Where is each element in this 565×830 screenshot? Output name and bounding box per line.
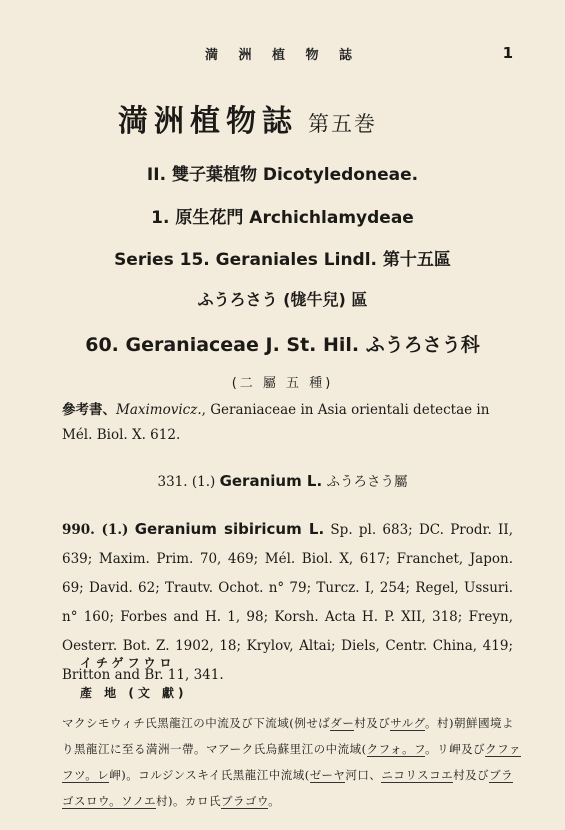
running-head: 満 洲 植 物 誌	[204, 48, 361, 63]
family-heading: 60. Geraniaceae J. St. Hil. ふうろさう科	[85, 334, 480, 356]
habitat-place: ァフツ。レ	[62, 742, 521, 782]
series-heading: Series 15. Geraniales Lindl. 第十五區	[114, 250, 451, 270]
habitat-place: クフ	[366, 742, 391, 756]
page-number: 1	[502, 44, 513, 62]
volume-title	[118, 96, 505, 140]
species-citations: Sp. pl. 683; DC. Prodr. II, 639; Maxim. Prim. 70, 469; Mél. Biol. X, 617; Franchet, Japon. 69; David. 62; Trautv. Ochot. n° 79; Turcz. I, 254; Regel, Ussuri. n° 160; Forbes and H. 1, 98; Korsh. Acta H. P. XII, 318; Freyn, Oesterr. Bot. Z. 1902, 18; Krylov, Altai; Diels, Centr. China, 419; Britton and Br. 11, 341.	[62, 522, 513, 683]
habitat-place: ゼーヤ	[309, 768, 346, 782]
reference-author: Maximovicz.	[116, 402, 202, 418]
habitat-seg: 村及び	[453, 768, 490, 782]
habitat-seg: 村)。カロ氏	[156, 794, 222, 808]
habitat-heading: 產 地 (文 獻)	[80, 686, 188, 700]
habitat-place: ォ。フ	[390, 742, 426, 756]
habitat-place: クフ	[485, 742, 509, 756]
volume-title-text: 満洲植物誌	[118, 104, 298, 139]
habitat-seg: 岬)。コルジンスキイ氏黑龍江中流域(	[109, 768, 310, 782]
species-name: Geranium sibiricum L.	[134, 520, 325, 538]
species-number: 990. (1.)	[62, 522, 129, 538]
reference-text: , Geraniaceae in Asia orientali detectae in Mél. Biol. X. 612.	[62, 402, 490, 443]
genus-japanese: ふうろさう屬	[326, 474, 408, 490]
volume-label: 第五巻	[308, 112, 377, 136]
habitat-seg: マクシモウィチ氏黑龍江の中流及び下流域(例せば	[62, 716, 331, 730]
habitat-place: ダー	[330, 716, 355, 730]
habitat-seg: 河口、	[345, 768, 382, 782]
subclass-heading: 1. 原生花門 Archichlamydeae	[151, 208, 414, 228]
genus-number: 331. (1.)	[157, 474, 216, 490]
habitat-text	[62, 710, 521, 814]
habitat-place: ブラゴウ	[221, 794, 269, 808]
habitat-place: サルグ	[390, 716, 426, 730]
habitat-seg: 村及び	[354, 716, 391, 730]
habitat-place: ニコリスコエ	[381, 768, 454, 782]
genus-name: Geranium L.	[219, 472, 323, 490]
genera-count: (二 屬 五 種)	[231, 376, 334, 391]
suborder-heading: ふうろさう (牻牛兒) 區	[197, 290, 368, 309]
reference-label: 參考書、	[62, 402, 116, 418]
japanese-common-name: イチゲフウロ	[80, 656, 176, 670]
class-heading: II. 雙子葉植物 Dicotyledoneae.	[146, 165, 419, 185]
habitat-seg: 。	[268, 794, 281, 808]
reference-paragraph	[62, 398, 513, 448]
habitat-seg: 。リ岬及び	[425, 742, 486, 756]
habitat-place: ブラゴスロウ。ソノエ	[62, 768, 514, 808]
habitat-seg: 。村)朝鮮國境より黑龍江に至る満洲一帶。マアーク氏烏蘇里江の中流域(	[62, 716, 515, 756]
genus-heading	[0, 470, 565, 490]
